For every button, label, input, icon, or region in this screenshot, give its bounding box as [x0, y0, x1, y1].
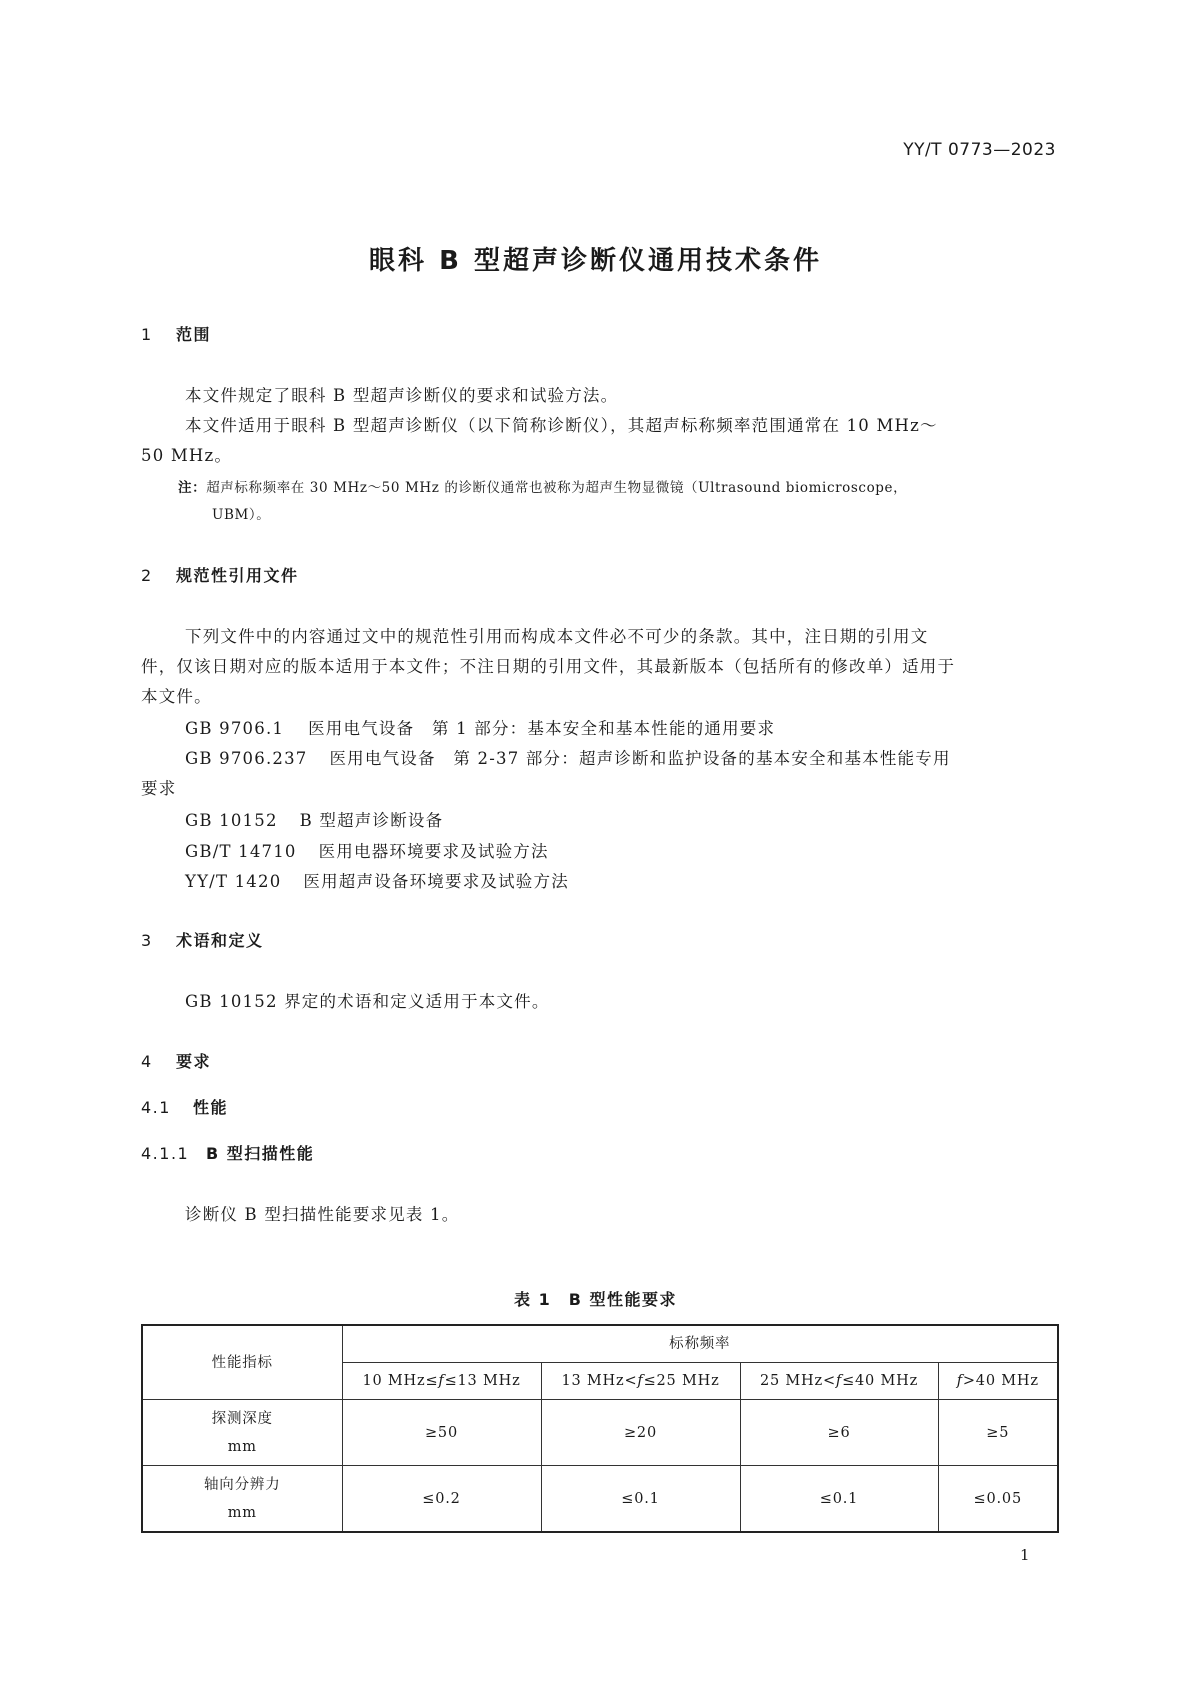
section-number: 2	[141, 566, 153, 585]
paragraph: 本文件规定了眼科 B 型超声诊断仪的要求和试验方法。	[185, 386, 619, 405]
performance-table	[141, 1324, 1059, 1533]
section-number: 4.1.1	[141, 1144, 190, 1163]
document-number: YY/T 0773—2023	[903, 140, 1056, 160]
value-cell: ≥50	[342, 1400, 541, 1466]
value-cell: ≥20	[541, 1400, 740, 1466]
value-cell: ≤0.2	[342, 1466, 541, 1532]
section-title: 性能	[193, 1098, 229, 1117]
section-number: 1	[141, 325, 153, 344]
value-cell: ≥5	[938, 1400, 1058, 1466]
reference-continuation: 要求	[141, 779, 177, 798]
section-3-heading	[141, 928, 264, 951]
table-row	[142, 1466, 1058, 1532]
paragraph: 50 MHz。	[141, 446, 233, 465]
section-number: 3	[141, 931, 153, 950]
reference-item	[185, 838, 549, 862]
paragraph: 件，仅该日期对应的版本适用于本文件；不注日期的引用文件，其最新版本（包括所有的修改单）适用于	[141, 657, 956, 676]
frequency-range-cell: 13 MHz<f≤25 MHz	[541, 1362, 740, 1399]
section-title: 规范性引用文件	[176, 566, 299, 585]
document-title: 眼科 B 型超声诊断仪通用技术条件	[369, 246, 822, 276]
metric-cell: 轴向分辨力 mm	[142, 1466, 342, 1532]
section-number: 4.1	[141, 1098, 171, 1117]
frequency-range-cell: f>40 MHz	[938, 1362, 1058, 1399]
section-title: 要求	[176, 1052, 212, 1071]
reference-title: 医用电气设备 第 2-37 部分：超声诊断和监护设备的基本安全和基本性能专用	[329, 749, 951, 768]
value-cell: ≤0.1	[541, 1466, 740, 1532]
reference-item	[185, 745, 951, 769]
section-title: B 型扫描性能	[206, 1144, 315, 1163]
metric-cell: 探测深度 mm	[142, 1400, 342, 1466]
note-label: 注：	[178, 480, 207, 496]
table-header-cell: 性能指标	[142, 1325, 342, 1400]
note	[178, 476, 907, 496]
paragraph: 本文件适用于眼科 B 型超声诊断仪（以下简称诊断仪），其超声标称频率范围通常在 10 MHz～	[185, 416, 938, 435]
reference-code: YY/T 1420	[185, 872, 282, 891]
paragraph: 下列文件中的内容通过文中的规范性引用而构成本文件必不可少的条款。其中，注日期的引用文	[185, 627, 929, 646]
page-number: 1	[1020, 1546, 1030, 1564]
section-4-1-heading	[141, 1095, 228, 1118]
reference-item	[185, 715, 775, 739]
reference-code: GB 9706.1	[185, 719, 285, 738]
value-cell: ≤0.1	[740, 1466, 938, 1532]
reference-item	[185, 807, 443, 831]
paragraph: GB 10152 界定的术语和定义适用于本文件。	[185, 992, 550, 1011]
table-caption: 表 1 B 型性能要求	[514, 1290, 677, 1309]
section-title: 范围	[176, 325, 212, 344]
table-group-header: 标称频率	[342, 1325, 1058, 1362]
reference-title: 医用电器环境要求及试验方法	[318, 842, 549, 861]
value-cell: ≤0.05	[938, 1466, 1058, 1532]
reference-title: 医用超声设备环境要求及试验方法	[303, 872, 569, 891]
paragraph: 本文件。	[141, 687, 212, 706]
section-1-heading	[141, 322, 211, 345]
table-row	[142, 1400, 1058, 1466]
reference-title: 医用电气设备 第 1 部分：基本安全和基本性能的通用要求	[308, 719, 776, 738]
reference-title: B 型超声诊断设备	[299, 811, 444, 830]
section-2-heading	[141, 563, 299, 586]
reference-code: GB 9706.237	[185, 749, 308, 768]
section-4-heading	[141, 1049, 211, 1072]
section-title: 术语和定义	[176, 931, 264, 950]
paragraph: 诊断仪 B 型扫描性能要求见表 1。	[185, 1205, 460, 1224]
section-4-1-1-heading	[141, 1141, 314, 1164]
value-cell: ≥6	[740, 1400, 938, 1466]
section-number: 4	[141, 1052, 153, 1071]
frequency-range-cell: 10 MHz≤f≤13 MHz	[342, 1362, 541, 1399]
reference-code: GB 10152	[185, 811, 278, 830]
note-text: UBM）。	[212, 507, 271, 523]
reference-item	[185, 868, 569, 892]
frequency-range-cell: 25 MHz<f≤40 MHz	[740, 1362, 938, 1399]
note-text: 超声标称频率在 30 MHz～50 MHz 的诊断仪通常也被称为超声生物显微镜（Ultrasound biomicroscope，	[206, 480, 908, 496]
reference-code: GB/T 14710	[185, 842, 297, 861]
